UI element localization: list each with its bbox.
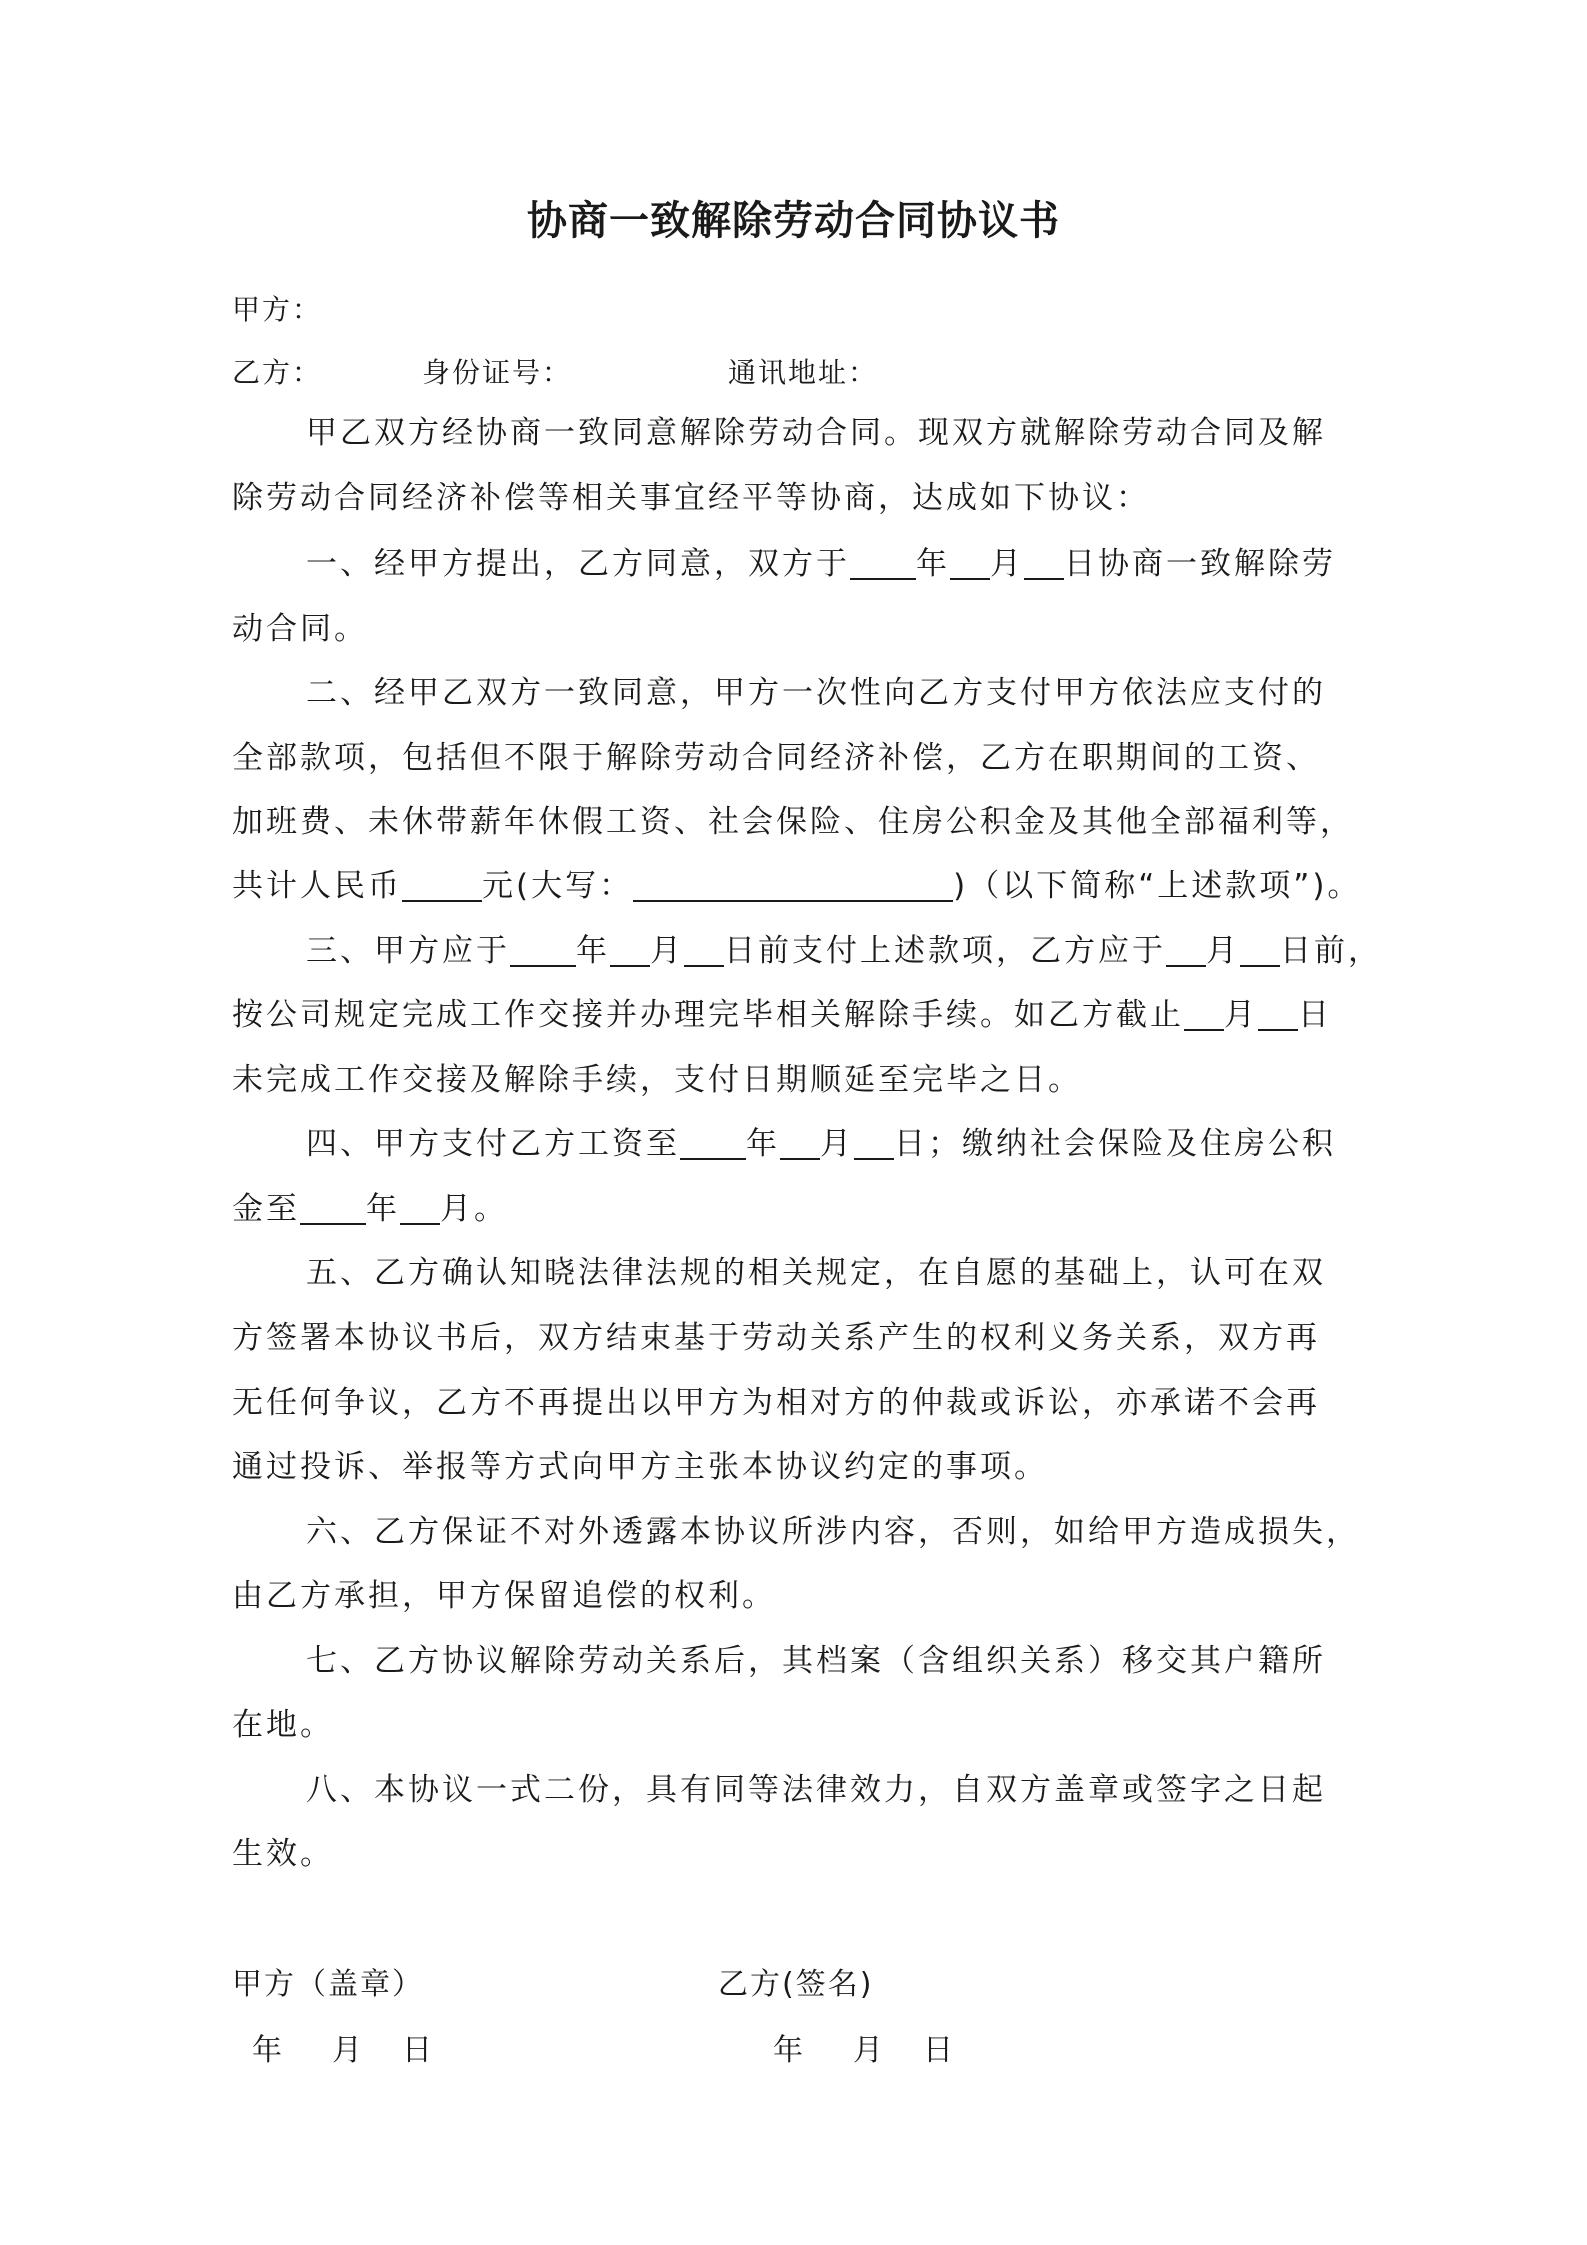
clause-2-line-1: 二、经甲乙双方一致同意，甲方一次性向乙方支付甲方依法应支付的 <box>306 675 1326 711</box>
clause-2-text-c: )（以下简称“上述款项”)。 <box>953 868 1362 904</box>
year-blank <box>300 1193 366 1225</box>
clause-2-text-a: 共计人民币 <box>232 868 402 904</box>
clause-1-line-1 <box>232 544 1372 584</box>
month-blank <box>780 1128 820 1160</box>
day-blank <box>1024 548 1064 580</box>
party-b-signature-label: 乙方(签名) <box>718 1967 874 2002</box>
month-label: 月 <box>1224 997 1258 1033</box>
clause-4-text-c: 金至 <box>232 1191 300 1227</box>
intro-line-1: 甲乙双方经协商一致同意解除劳动合同。现双方就解除劳动合同及解 <box>306 415 1326 451</box>
month-label: 月 <box>820 1126 854 1162</box>
month-label: 月 <box>332 2033 364 2068</box>
clause-5-line-3: 无任何争议，乙方不再提出以甲方为相对方的仲裁或诉讼，亦承诺不会再 <box>232 1385 1320 1421</box>
clause-1-text-b: 日协商一致解除劳 <box>1064 546 1336 582</box>
day-blank <box>854 1128 894 1160</box>
clause-3-text-a: 三、甲方应于 <box>306 933 510 969</box>
clause-3-line-2 <box>232 995 1372 1035</box>
amount-blank <box>402 870 482 902</box>
intro-line-2: 除劳动合同经济补偿等相关事宜经平等协商，达成如下协议： <box>232 480 1150 516</box>
month-blank <box>400 1193 440 1225</box>
year-blank <box>510 935 576 967</box>
month-blank <box>1166 935 1206 967</box>
clause-2-line-3: 加班费、未休带薪年休假工资、社会保险、住房公积金及其他全部福利等， <box>232 804 1354 840</box>
id-number-label: 身份证号： <box>422 356 573 389</box>
clause-3-text-c: 日前， <box>1280 933 1382 969</box>
year-blank <box>850 548 916 580</box>
year-label: 年 <box>252 2033 284 2068</box>
party-a-seal-label: 甲方（盖章） <box>232 1967 424 2002</box>
party-b-date <box>773 2031 955 2071</box>
clause-1-line-2: 动合同。 <box>232 611 368 647</box>
clause-3-line-1 <box>232 931 1382 971</box>
party-a-line <box>232 290 1372 330</box>
month-label: 月 <box>1206 933 1240 969</box>
year-label: 年 <box>773 2033 805 2068</box>
clause-2-line-4 <box>232 866 1372 906</box>
clause-4-line-1 <box>232 1124 1372 1164</box>
day-blank <box>684 935 724 967</box>
day-blank <box>1240 935 1280 967</box>
day-label: 日 <box>402 2033 434 2068</box>
day-blank <box>1258 999 1298 1031</box>
clause-5-line-2: 方签署本协议书后，双方结束基于劳动关系产生的权利义务关系，双方再 <box>232 1320 1320 1356</box>
amount-words-blank <box>633 870 953 902</box>
clause-2-line-2: 全部款项，包括但不限于解除劳动合同经济补偿，乙方在职期间的工资、 <box>232 740 1320 776</box>
year-label: 年 <box>576 933 610 969</box>
clause-4-line-2 <box>232 1189 1372 1229</box>
clause-8-line-2: 生效。 <box>232 1836 334 1872</box>
party-a-label: 甲方： <box>232 293 323 326</box>
month-blank <box>950 548 990 580</box>
clause-6-line-1: 六、乙方保证不对外透露本协议所涉内容，否则，如给甲方造成损失， <box>306 1514 1360 1550</box>
clause-5-line-4: 通过投诉、举报等方式向甲方主张本协议约定的事项。 <box>232 1449 1048 1485</box>
document-title: 协商一致解除劳动合同协议书 <box>527 197 1060 244</box>
month-label: 月 <box>650 933 684 969</box>
party-a-date <box>252 2031 434 2071</box>
clause-6-line-2: 由乙方承担，甲方保留追偿的权利。 <box>232 1578 776 1614</box>
month-blank <box>1184 999 1224 1031</box>
clause-5-line-1: 五、乙方确认知晓法律法规的相关规定，在自愿的基础上，认可在双 <box>306 1255 1326 1291</box>
year-label: 年 <box>366 1191 400 1227</box>
clause-7-line-1: 七、乙方协议解除劳动关系后，其档案（含组织关系）移交其户籍所 <box>306 1643 1326 1679</box>
clause-7-line-2: 在地。 <box>232 1707 334 1743</box>
clause-3-text-b: 日前支付上述款项，乙方应于 <box>724 933 1166 969</box>
clause-3-text-e: 日 <box>1298 997 1332 1033</box>
clause-1-text-a: 一、经甲方提出，乙方同意，双方于 <box>306 546 850 582</box>
month-label: 月 <box>990 546 1024 582</box>
year-label: 年 <box>746 1126 780 1162</box>
party-b-label: 乙方： <box>232 356 323 389</box>
clause-4-text-b: 日；缴纳社会保险及住房公积 <box>894 1126 1336 1162</box>
clause-4-text-a: 四、甲方支付乙方工资至 <box>306 1126 680 1162</box>
address-label: 通讯地址： <box>728 356 879 389</box>
clause-3-text-d: 按公司规定完成工作交接并办理完毕相关解除手续。如乙方截止 <box>232 997 1184 1033</box>
clause-3-line-3: 未完成工作交接及解除手续，支付日期顺延至完毕之日。 <box>232 1062 1082 1098</box>
year-blank <box>680 1128 746 1160</box>
day-label: 日 <box>923 2033 955 2068</box>
clause-4-text-d: 月。 <box>440 1191 508 1227</box>
year-label: 年 <box>916 546 950 582</box>
clause-2-text-b: 元(大写： <box>482 868 634 904</box>
month-blank <box>610 935 650 967</box>
clause-8-line-1: 八、本协议一式二份，具有同等法律效力，自双方盖章或签字之日起 <box>306 1772 1326 1808</box>
month-label: 月 <box>853 2033 885 2068</box>
